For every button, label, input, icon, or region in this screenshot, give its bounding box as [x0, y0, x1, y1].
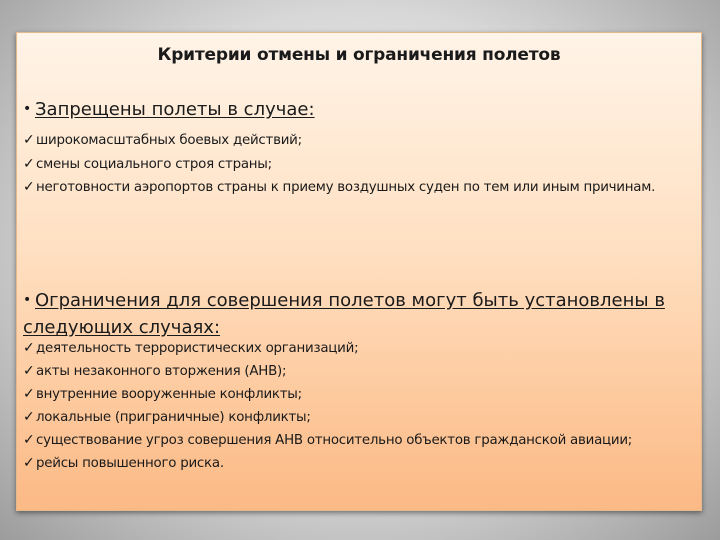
list-item [23, 429, 695, 452]
restrictions-list [23, 337, 695, 475]
list-item [23, 176, 695, 200]
list-item [23, 406, 695, 429]
list-item-text: широкомасштабных боевых действий; [36, 133, 302, 148]
list-item [23, 452, 695, 475]
list-item-text: существование угроз совершения АНВ относительно объектов гражданской авиации; [36, 433, 633, 448]
checkmark-icon: ✓ [23, 132, 35, 148]
list-item-text: смены социального строя страны; [36, 156, 272, 172]
slide-title: Критерии отмены и ограничения полетов [157, 45, 561, 65]
section-heading-prohibited [23, 96, 695, 123]
list-item-text: локальные (приграничные) конфликты; [36, 410, 311, 425]
list-item-text: акты незаконного вторжения (АНВ); [36, 364, 287, 379]
checkmark-icon: ✓ [23, 179, 35, 195]
bullet-icon: • [23, 292, 32, 308]
list-item-text: неготовности аэропортов страны к приему воздушных суден по тем или иным причинам. [36, 180, 656, 195]
list-item [23, 129, 695, 153]
checkmark-icon: ✓ [23, 155, 35, 172]
checkmark-icon: ✓ [23, 409, 35, 425]
list-item [23, 360, 695, 383]
list-item [23, 153, 695, 177]
checkmark-icon: ✓ [23, 386, 35, 402]
list-item [23, 337, 695, 360]
section-heading-restrictions [23, 287, 695, 341]
checkmark-icon: ✓ [23, 432, 35, 448]
prohibited-list [23, 129, 695, 200]
list-item-text: рейсы повышенного риска. [36, 456, 224, 471]
checkmark-icon: ✓ [23, 455, 35, 471]
section-heading-text: Запрещены полеты в случае: [35, 99, 315, 120]
slide-content-panel [16, 32, 702, 511]
bullet-icon: • [23, 101, 32, 117]
section-heading-text: Ограничения для совершения полетов могут быть установлены в следующих случаях: [23, 290, 665, 338]
checkmark-icon: ✓ [23, 363, 35, 379]
list-item [23, 383, 695, 406]
list-item-text: внутренние вооруженные конфликты; [36, 387, 302, 402]
checkmark-icon: ✓ [23, 340, 35, 356]
list-item-text: деятельность террористических организаций; [36, 341, 359, 356]
